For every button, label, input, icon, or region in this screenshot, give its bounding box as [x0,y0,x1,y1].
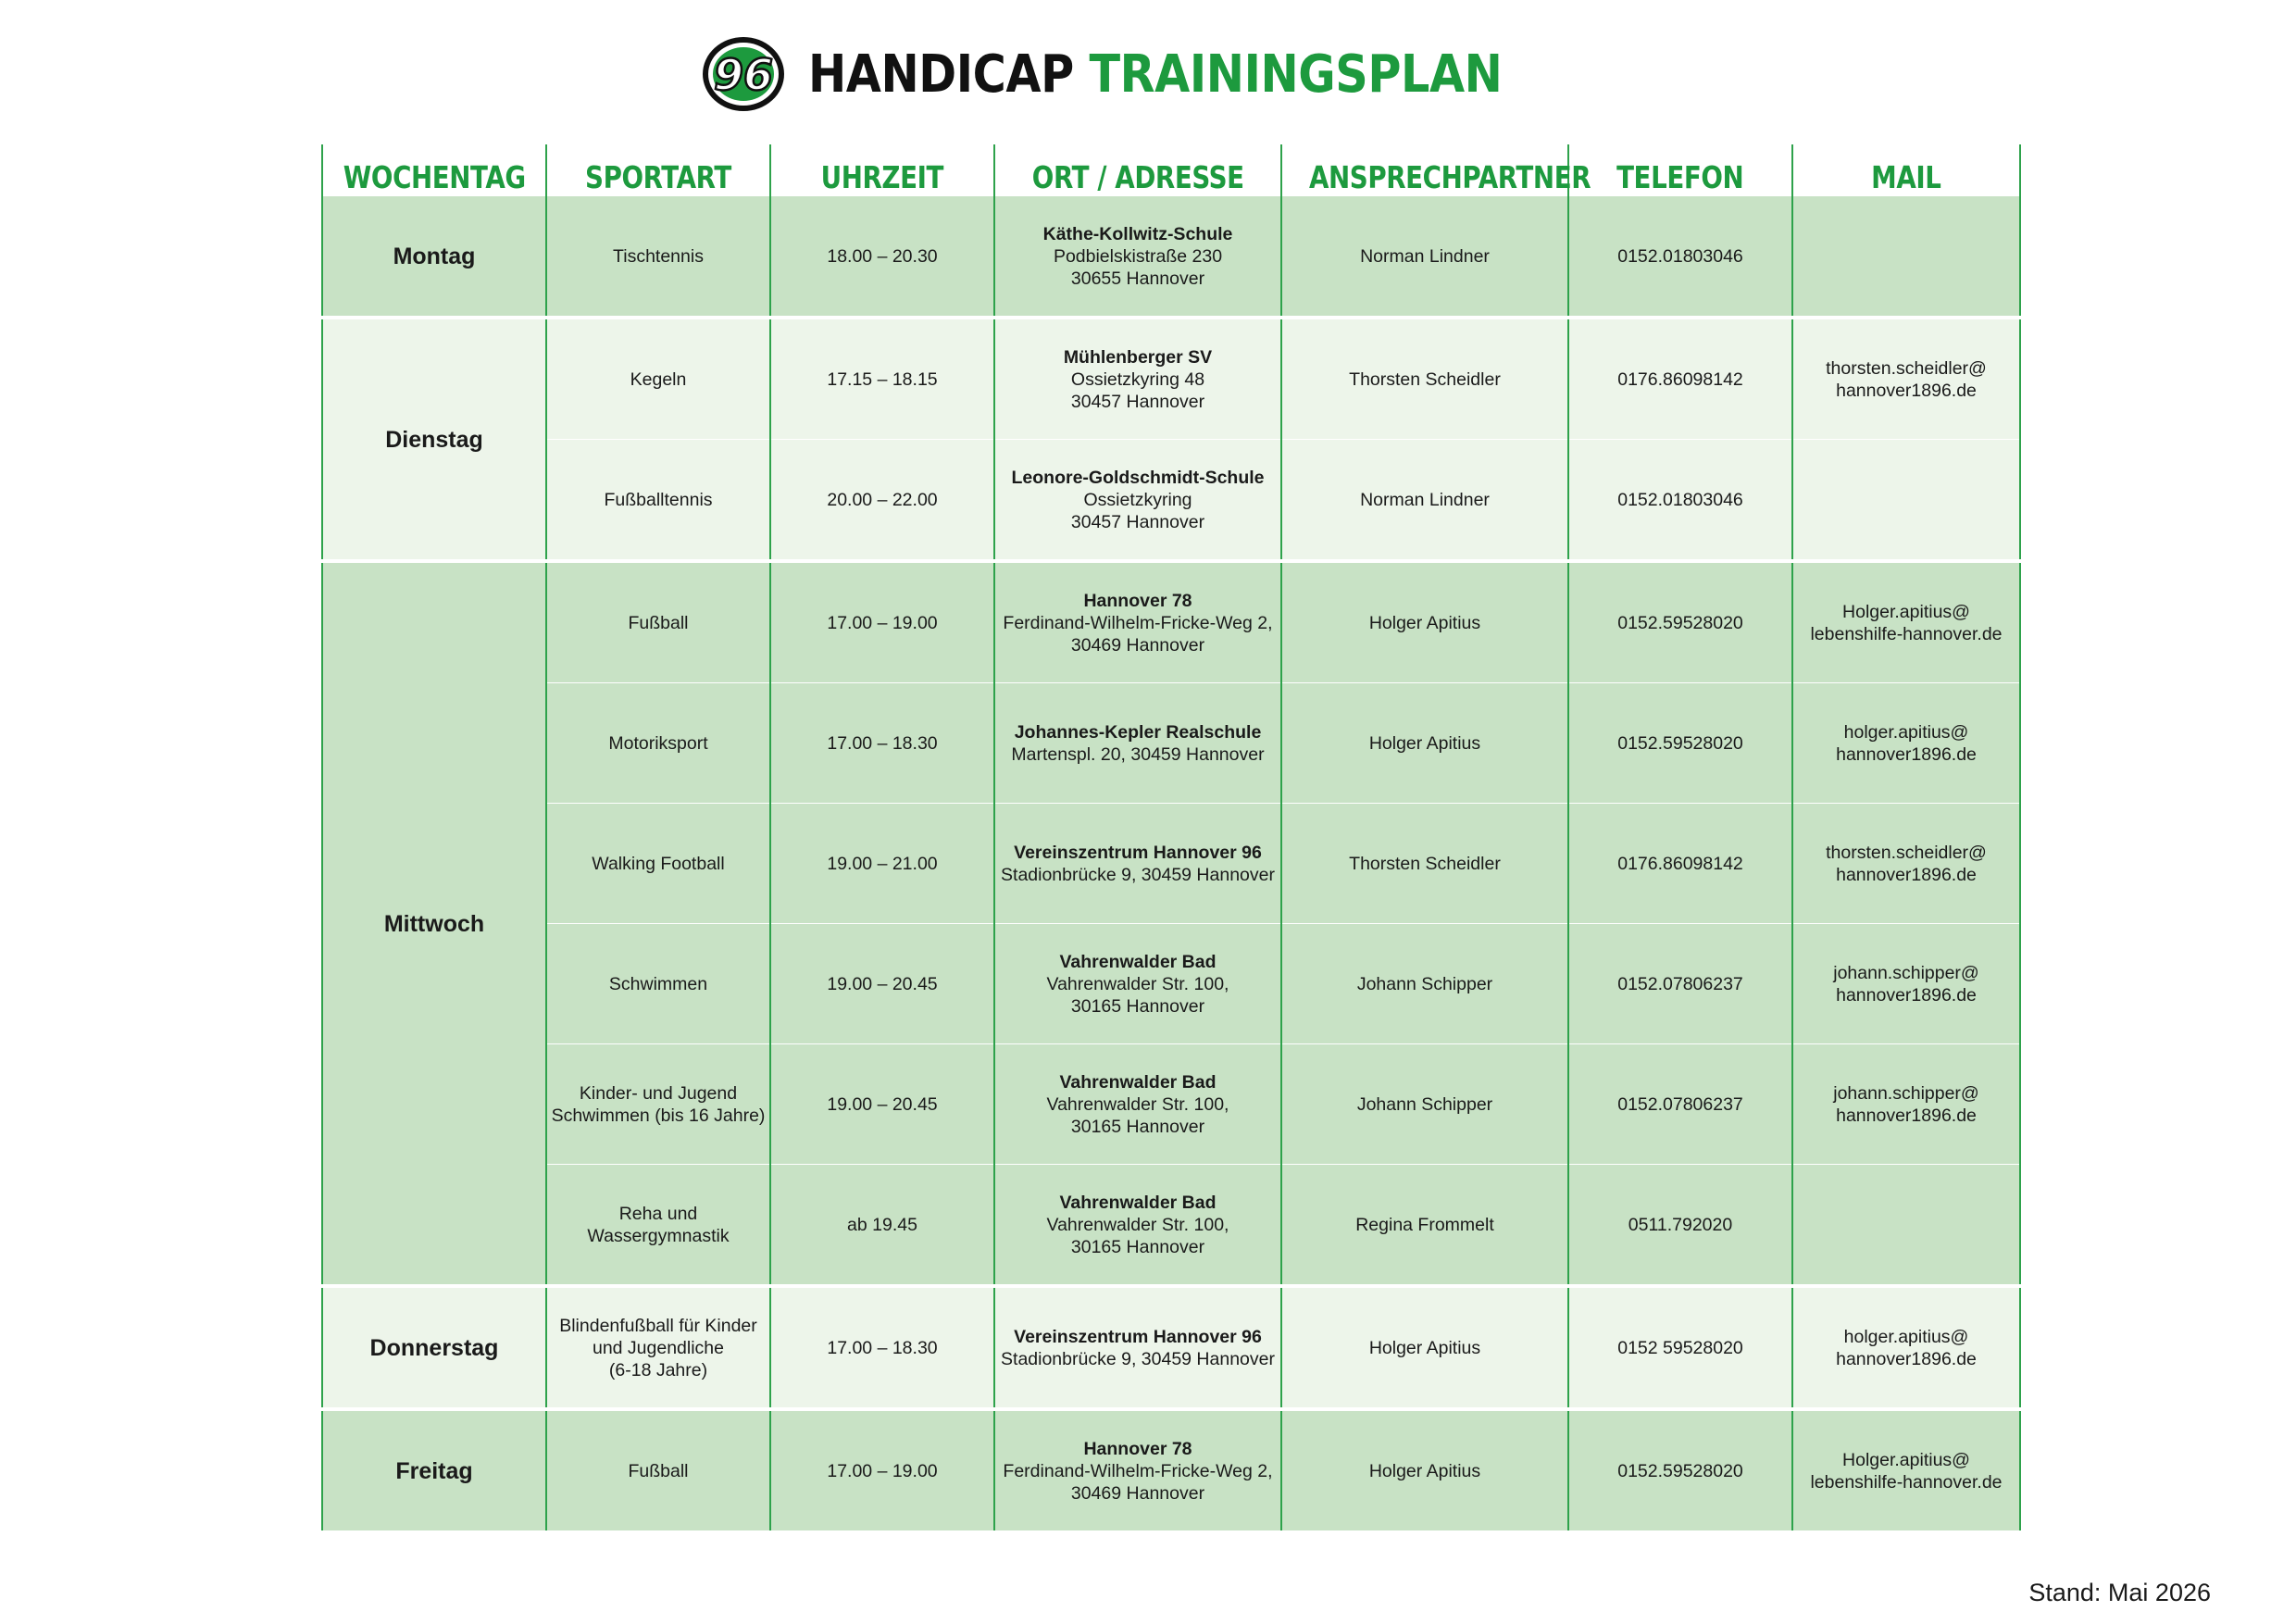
sport-cell [546,924,770,1044]
table-row [322,804,2020,924]
table-row [322,924,2020,1044]
phone-cell[interactable]: 0152 59528020 [1568,1286,1792,1409]
stand-date: Stand: Mai 2026 [2028,1579,2211,1606]
contact-person-cell: Holger Apitius [1281,1286,1568,1409]
phone-cell[interactable]: 0152.59528020 [1568,561,1792,683]
column-header-mail: MAIL [1792,144,2020,196]
text-line: Holger.apitius@ [1842,601,1970,622]
text-line: hannover1896.de [1836,1348,1977,1369]
text-line: holger.apitius@ [1843,721,1969,743]
address-line: 30469 Hannover [1070,1482,1205,1504]
phone-cell[interactable]: 0152.07806237 [1568,1044,1792,1165]
sport-cell [546,318,770,440]
text-line: (6-18 Jahre) [608,1359,708,1380]
text-line: thorsten.scheidler@ [1826,842,1987,863]
time-cell: 17.15 – 18.15 [770,318,994,440]
address-line: 30457 Hannover [1070,511,1205,532]
contact-person-cell: Norman Lindner [1281,440,1568,562]
text-line: holger.apitius@ [1843,1326,1969,1347]
text-line: Fußballtennis [604,489,713,510]
column-header-telefon: TELEFON [1568,144,1792,196]
mail-cell[interactable] [1792,1409,2020,1530]
table-row [322,1044,2020,1165]
table-row [322,1286,2020,1409]
phone-cell[interactable]: 0152.01803046 [1568,440,1792,562]
contact-person-cell: Johann Schipper [1281,1044,1568,1165]
sport-cell [546,804,770,924]
phone-cell[interactable]: 0152.07806237 [1568,924,1792,1044]
text-line: und Jugendliche [592,1337,725,1358]
contact-person-cell: Thorsten Scheidler [1281,318,1568,440]
contact-person-cell: Holger Apitius [1281,561,1568,683]
address-line: Vahrenwalder Str. 100, [1046,1214,1229,1235]
address-line: 30655 Hannover [1070,268,1205,289]
contact-person-cell: Regina Frommelt [1281,1165,1568,1287]
address-line: Ossietzkyring 48 [1070,369,1205,390]
table-row [322,196,2020,319]
venue-name: Leonore-Goldschmidt-Schule [1011,467,1265,488]
mail-cell[interactable] [1792,1286,2020,1409]
venue-name: Hannover 78 [1083,590,1192,611]
text-line: hannover1896.de [1836,380,1977,401]
address-line: 30457 Hannover [1070,391,1205,412]
column-header-ansprechpartner: ANSPRECHPARTNER [1281,144,1568,196]
weekday-cell: Dienstag [322,318,546,561]
address-cell [994,440,1281,562]
time-cell: 17.00 – 19.00 [770,1409,994,1530]
text-line: lebenshilfe-hannover.de [1810,1471,2003,1493]
title-handicap: HANDICAP [808,44,1074,105]
text-line: Schwimmen (bis 16 Jahre) [551,1105,766,1126]
address-line: Stadionbrücke 9, 30459 Hannover [1001,864,1275,885]
address-cell [994,683,1281,804]
venue-name: Johannes-Kepler Realschule [1014,721,1262,743]
contact-person-cell: Thorsten Scheidler [1281,804,1568,924]
time-cell: 19.00 – 20.45 [770,924,994,1044]
text-line: Walking Football [592,853,725,874]
weekday-cell: Montag [322,196,546,319]
text-line: Holger.apitius@ [1842,1449,1970,1470]
phone-cell[interactable]: 0176.86098142 [1568,318,1792,440]
text-line: johann.schipper@ [1833,1082,1979,1104]
weekday-cell: Freitag [322,1409,546,1530]
contact-person-cell: Holger Apitius [1281,1409,1568,1530]
text-line: Reha und [618,1203,698,1224]
mail-cell[interactable] [1792,804,2020,924]
address-cell [994,924,1281,1044]
sport-cell [546,1165,770,1287]
time-cell: 18.00 – 20.30 [770,196,994,319]
address-cell [994,1409,1281,1530]
address-line: Stadionbrücke 9, 30459 Hannover [1001,1348,1275,1369]
mail-cell [1792,440,2020,562]
text-line: Wassergymnastik [587,1225,730,1246]
time-cell: 19.00 – 21.00 [770,804,994,924]
phone-cell[interactable]: 0152.59528020 [1568,683,1792,804]
title-trainingsplan: TRAININGSPLAN [1089,44,1503,105]
column-header-ort-adresse: ORT / ADRESSE [994,144,1281,196]
sport-cell [546,1409,770,1530]
column-header-uhrzeit: UHRZEIT [770,144,994,196]
sport-cell [546,1044,770,1165]
contact-person-cell: Johann Schipper [1281,924,1568,1044]
mail-cell[interactable] [1792,683,2020,804]
sport-cell [546,440,770,562]
mail-cell [1792,196,2020,319]
venue-name: Vereinszentrum Hannover 96 [1014,1326,1262,1347]
time-cell: 17.00 – 19.00 [770,561,994,683]
table-row [322,440,2020,562]
address-line: Vahrenwalder Str. 100, [1046,1093,1229,1115]
address-cell [994,1286,1281,1409]
time-cell: 17.00 – 18.30 [770,683,994,804]
address-line: Ferdinand-Wilhelm-Fricke-Weg 2, [1003,612,1273,633]
text-line: Fußball [628,612,689,633]
address-cell [994,1165,1281,1287]
address-line: Ferdinand-Wilhelm-Fricke-Weg 2, [1003,1460,1273,1481]
table-row [322,1409,2020,1530]
address-line: Martenspl. 20, 30459 Hannover [1011,743,1265,765]
table-row [322,561,2020,683]
column-header-sportart: SPORTART [546,144,770,196]
address-cell [994,561,1281,683]
text-line: Motoriksport [608,732,708,754]
venue-name: Vahrenwalder Bad [1059,951,1217,972]
time-cell: 20.00 – 22.00 [770,440,994,562]
text-line: Schwimmen [608,973,708,994]
mail-cell[interactable] [1792,318,2020,440]
venue-name: Mühlenberger SV [1063,346,1213,368]
mail-cell[interactable] [1792,1044,2020,1165]
contact-person-cell: Holger Apitius [1281,683,1568,804]
address-cell [994,1044,1281,1165]
svg-text:96: 96 [714,50,774,100]
venue-name: Käthe-Kollwitz-Schule [1042,223,1233,244]
time-cell: 19.00 – 20.45 [770,1044,994,1165]
venue-name: Hannover 78 [1083,1438,1192,1459]
text-line: Blindenfußball für Kinder [559,1315,757,1336]
column-header-wochentag: WOCHENTAG [322,144,546,196]
contact-person-cell: Norman Lindner [1281,196,1568,319]
time-cell: ab 19.45 [770,1165,994,1287]
address-line: Podbielskistraße 230 [1053,245,1223,267]
text-line: thorsten.scheidler@ [1826,357,1987,379]
hannover96-logo-icon [699,34,788,114]
venue-name: Vereinszentrum Hannover 96 [1014,842,1262,863]
phone-cell[interactable]: 0511.792020 [1568,1165,1792,1287]
address-line: 30165 Hannover [1070,995,1205,1017]
text-line: hannover1896.de [1836,1105,1977,1126]
phone-cell[interactable]: 0152.01803046 [1568,196,1792,319]
text-line: Kegeln [630,369,687,390]
mail-cell[interactable] [1792,561,2020,683]
sport-cell [546,1286,770,1409]
address-line: 30469 Hannover [1070,634,1205,656]
address-line: 30165 Hannover [1070,1116,1205,1137]
schedule-body [322,196,2020,1531]
table-row [322,1165,2020,1287]
page-header [0,28,2296,120]
sport-cell [546,683,770,804]
address-cell [994,804,1281,924]
training-schedule-table [321,144,2021,1530]
weekday-cell: Donnerstag [322,1286,546,1409]
address-cell [994,196,1281,319]
venue-name: Vahrenwalder Bad [1059,1192,1217,1213]
phone-cell[interactable]: 0152.59528020 [1568,1409,1792,1530]
text-line: hannover1896.de [1836,743,1977,765]
address-line: Ossietzkyring [1083,489,1192,510]
text-line: Kinder- und Jugend [579,1082,738,1104]
text-line: hannover1896.de [1836,984,1977,1006]
text-line: Fußball [628,1460,689,1481]
venue-name: Vahrenwalder Bad [1059,1071,1217,1093]
page-title [808,44,1502,105]
text-line: lebenshilfe-hannover.de [1810,623,2003,644]
text-line: hannover1896.de [1836,864,1977,885]
text-line: Tischtennis [613,245,704,267]
weekday-cell: Mittwoch [322,561,546,1286]
address-line: 30165 Hannover [1070,1236,1205,1257]
table-row [322,683,2020,804]
table-row [322,318,2020,440]
text-line: johann.schipper@ [1833,962,1979,983]
phone-cell[interactable]: 0176.86098142 [1568,804,1792,924]
mail-cell [1792,1165,2020,1287]
table-header-row [322,144,2020,196]
address-line: Vahrenwalder Str. 100, [1046,973,1229,994]
sport-cell [546,196,770,319]
time-cell: 17.00 – 18.30 [770,1286,994,1409]
mail-cell[interactable] [1792,924,2020,1044]
sport-cell [546,561,770,683]
address-cell [994,318,1281,440]
